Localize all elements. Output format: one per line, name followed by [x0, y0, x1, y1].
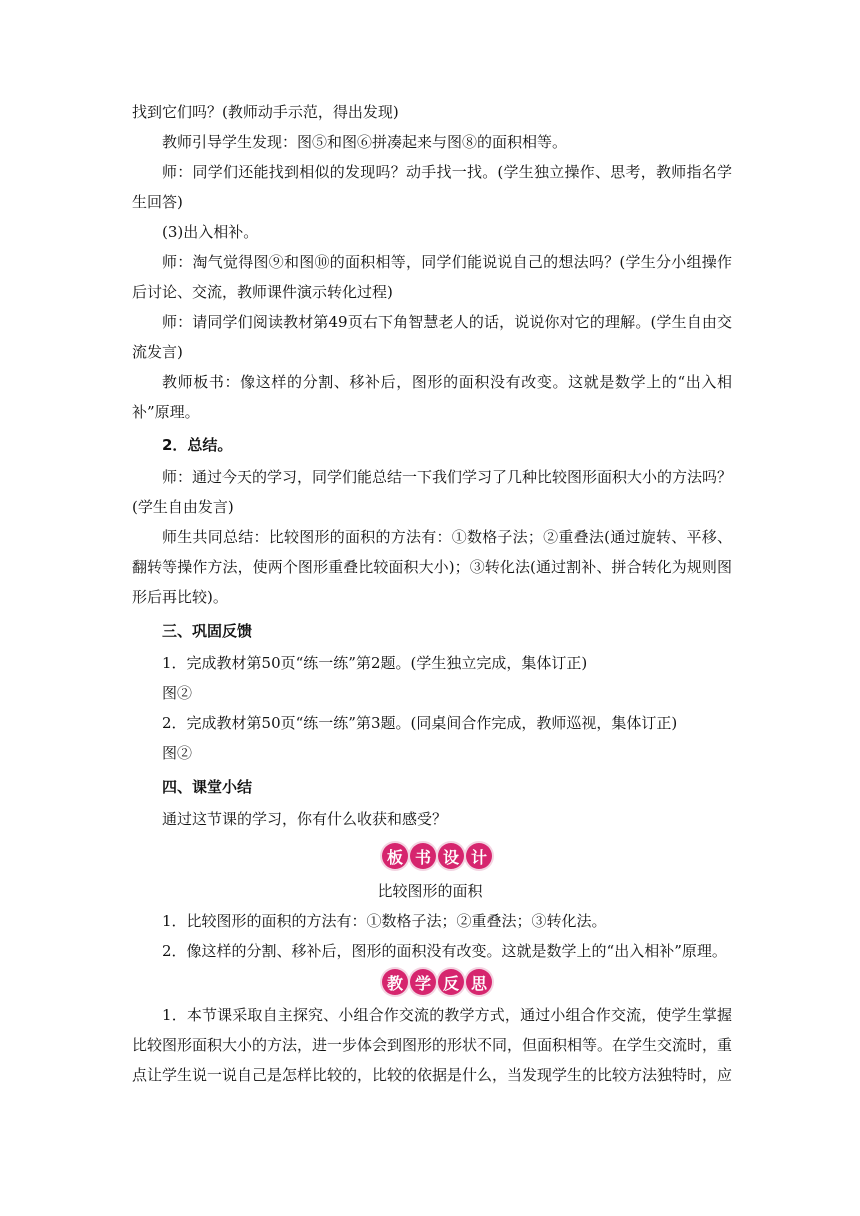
text-figure-ref-1: 图② [162, 684, 193, 702]
text-teacher-question: 师：同学们还能找到相似的发现吗？动手找一找。(学生独立操作、思考，教师指名学生回答) [132, 163, 732, 211]
text-summary-question: 师：通过今天的学习，同学们能总结一下我们学习了几种比较图形面积大小的方法吗？(学生自由发言) [132, 468, 733, 516]
badge-char: 书 [410, 843, 436, 869]
text-teacher-read: 师：请同学们阅读教材第49页右下角智慧老人的话，说说你对它的理解。(学生自由交流发言) [132, 313, 732, 361]
text-teacher-taoqi: 师：淘气觉得图⑨和图⑩的面积相等，同学们能说说自己的想法吗？(学生分小组操作后讨论、交流，教师课件演示转化过程) [132, 253, 732, 301]
text-line-continuation: 找到它们吗？(教师动手示范，得出发现) [132, 103, 399, 121]
badge-char: 教 [382, 969, 408, 995]
text-summary-prompt: 通过这节课的学习，你有什么收获和感受？ [162, 810, 448, 828]
badge-char: 设 [438, 843, 464, 869]
teaching-reflection-badge [382, 966, 492, 998]
board-item-2: 2．像这样的分割、移补后，图形的面积没有改变。这就是数学上的“出入相补”原理。 [162, 942, 727, 960]
board-title: 比较图形的面积 [377, 882, 483, 900]
text-summary-methods: 师生共同总结：比较图形的面积的方法有：①数格子法；②重叠法(通过旋转、平移、翻转等操作方法，使两个图形重叠比较面积大小)；③转化法(通过割补、拼合转化为规则图形后再比较)。 [132, 528, 732, 606]
reflection-paragraph-1: 1．本节课采取自主探究、小组合作交流的教学方式，通过小组合作交流，使学生掌握比较图形面积大小的方法，进一步体会到图形的形状不同，但面积相等。在学生交流时，重点让学生说一说自己是怎样比较的，比较的依据是什么，当发现学生的比较方法独特时，应 [132, 1006, 733, 1084]
badge-char: 反 [438, 969, 464, 995]
section-summary-heading: 2．总结。 [162, 436, 233, 454]
text-board-writing: 教师板书：像这样的分割、移补后，图形的面积没有改变。这就是数学上的“出入相补”原理。 [132, 373, 732, 421]
text-exercise-1: 1．完成教材第50页“练一练”第2题。(学生独立完成，集体订正) [162, 654, 588, 672]
text-figure-ref-2: 图② [162, 744, 193, 762]
badge-char: 板 [382, 843, 408, 869]
section-heading-3: 三、巩固反馈 [162, 622, 253, 640]
text-exercise-2: 2．完成教材第50页“练一练”第3题。(同桌间合作完成，教师巡视，集体订正) [162, 714, 678, 732]
text-teacher-guide: 教师引导学生发现：图⑤和图⑥拼凑起来与图⑧的面积相等。 [162, 133, 568, 151]
board-item-1: 1．比较图形的面积的方法有：①数格子法；②重叠法；③转化法。 [162, 912, 607, 930]
badge-char: 学 [410, 969, 436, 995]
badge-char: 计 [466, 843, 492, 869]
badge-char: 思 [466, 969, 492, 995]
board-design-badge [382, 840, 492, 872]
section-heading-4: 四、课堂小结 [162, 778, 253, 796]
text-subheading-complement: (3)出入相补。 [162, 223, 259, 241]
